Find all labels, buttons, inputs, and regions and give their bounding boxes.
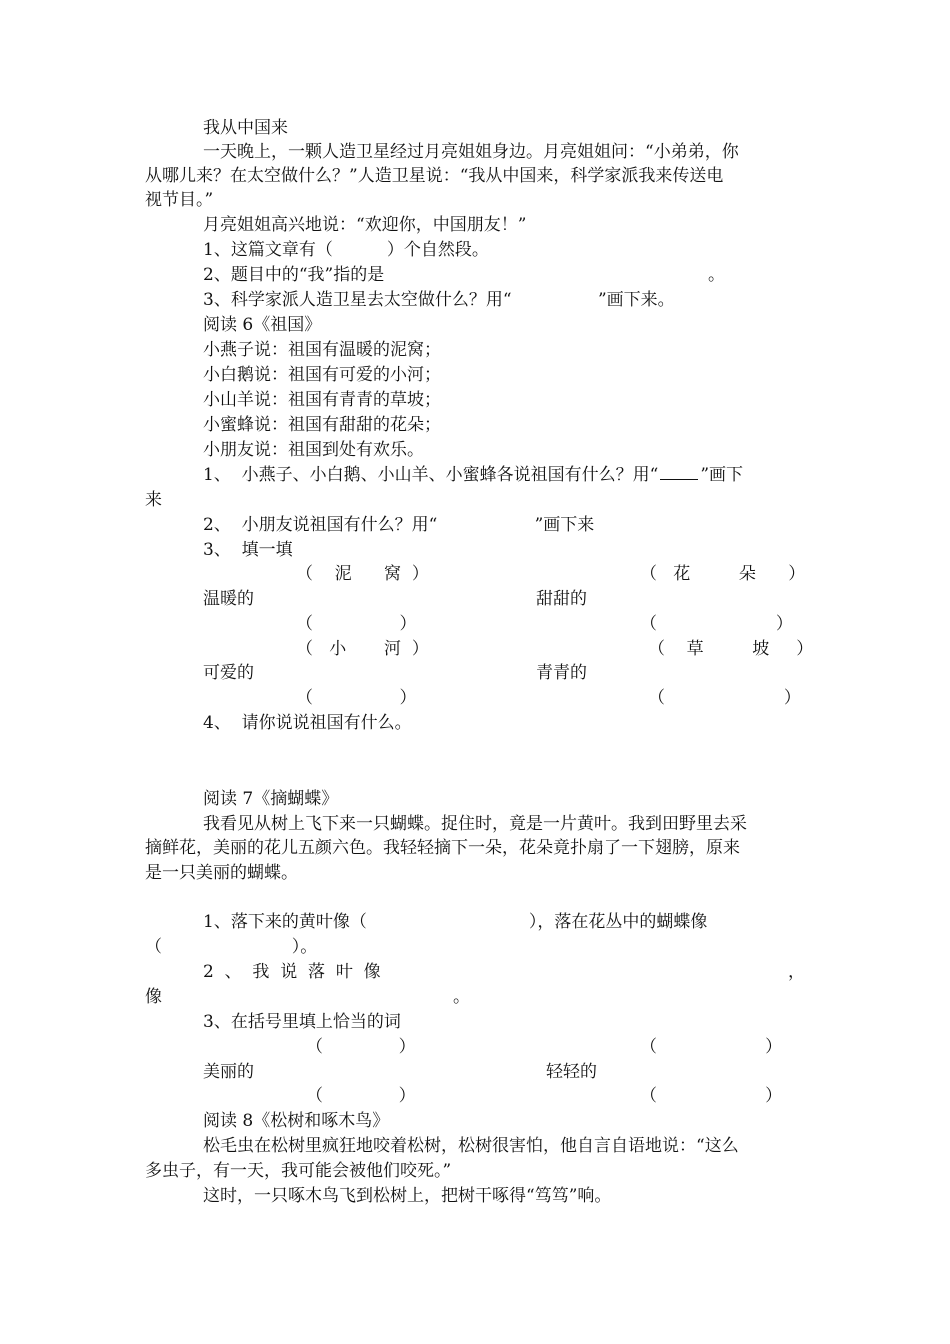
section3-question2-end: 。 (453, 987, 470, 1007)
fill-beautiful-top: （ ） (306, 1037, 416, 1057)
fill-sweet-top: （ 花 朵 ） (640, 564, 806, 584)
section1-title: 我从中国来 (203, 118, 288, 138)
section1-question3: 3、科学家派人造卫星去太空做什么？用“ ”画下来。 (203, 290, 675, 310)
poem-line-1: 小燕子说：祖国有温暖的泥窝； (203, 340, 441, 360)
poem-line-2: 小白鹅说：祖国有可爱的小河； (203, 365, 441, 385)
section3-question2: 2 、 我 说 落 叶 像 (203, 962, 381, 982)
section1-para1-line3: 视节目。” (145, 190, 214, 210)
poem-line-5: 小朋友说：祖国到处有欢乐。 (203, 440, 424, 460)
fill-sweet-label: 甜甜的 (536, 589, 587, 609)
section3-para-line1: 我看见从树上飞下来一只蝴蝶。捉住时，竟是一片黄叶。我到田野里去采 (203, 814, 747, 834)
section3-question2-comma: ， (788, 962, 805, 982)
section3-question3: 3、在括号里填上恰当的词 (203, 1012, 401, 1032)
section2-question1 (203, 463, 743, 487)
section4-para1-line1: 松毛虫在松树里疯狂地咬着松树，松树很害怕，他自言自语地说：“这么 (203, 1136, 739, 1156)
section4-para2: 这时，一只啄木鸟飞到松树上，把树干啄得“笃笃”响。 (203, 1186, 612, 1206)
section1-para2: 月亮姐姐高兴地说：“欢迎你，中国朋友！” (203, 215, 527, 235)
section2-title: 阅读 6《祖国》 (203, 315, 322, 335)
section1-question1: 1、这篇文章有（ ）个自然段。 (203, 240, 489, 260)
fill-green-bottom: （ ） (648, 688, 801, 708)
section3-para-line3: 是一只美丽的蝴蝶。 (145, 863, 298, 883)
section3-question1-wrap: （ ）。 (145, 937, 318, 957)
section2-question1-tail: ”画下 (700, 465, 744, 485)
poem-line-4: 小蜜蜂说：祖国有甜甜的花朵； (203, 415, 441, 435)
section3-para-line2: 摘鲜花，美丽的花儿五颜六色。我轻轻摘下一朵，花朵竟扑扇了一下翅膀，原来 (145, 838, 740, 858)
underline-sample (660, 465, 698, 480)
fill-gently-top: （ ） (640, 1037, 783, 1057)
section2-question1-text: 1、 小燕子、小白鹅、小山羊、小蜜蜂各说祖国有什么？用“ (203, 465, 659, 485)
fill-lovely-bottom: （ ） (296, 688, 417, 708)
fill-beautiful-label: 美丽的 (203, 1062, 254, 1082)
poem-line-3: 小山羊说：祖国有青青的草坡； (203, 390, 441, 410)
section3-question1: 1、落下来的黄叶像（ ），落在花丛中的蝴蝶像 (203, 912, 708, 932)
section4-para1-line2: 多虫子，有一天，我可能会被他们咬死。” (145, 1161, 452, 1181)
fill-lovely-top: （ 小 河 ） (296, 639, 429, 659)
fill-sweet-bottom: （ ） (640, 614, 793, 634)
section1-question2-end: 。 (708, 265, 725, 285)
fill-warm-bottom: （ ） (296, 614, 417, 634)
fill-warm-top: （ 泥 窝 ） (296, 564, 429, 584)
section2-question1-wrap: 来 (145, 490, 162, 510)
fill-green-label: 青青的 (536, 663, 587, 683)
section3-question2-wrap: 像 (145, 987, 162, 1007)
fill-lovely-label: 可爱的 (203, 663, 254, 683)
fill-gently-bottom: （ ） (640, 1086, 783, 1106)
section1-question2: 2、题目中的“我”指的是 (203, 265, 385, 285)
section2-question3: 3、 填一填 (203, 540, 293, 560)
section1-para1-line1: 一天晚上，一颗人造卫星经过月亮姐姐身边。月亮姐姐问：“小弟弟，你 (203, 142, 739, 162)
section3-title: 阅读 7《摘蝴蝶》 (203, 789, 339, 809)
fill-beautiful-bottom: （ ） (306, 1086, 416, 1106)
fill-green-top: （ 草 坡 ） (648, 639, 814, 659)
section2-question4: 4、 请你说说祖国有什么。 (203, 713, 412, 733)
section2-question2: 2、 小朋友说祖国有什么？用“ ”画下来 (203, 515, 595, 535)
fill-warm-label: 温暖的 (203, 589, 254, 609)
fill-gently-label: 轻轻的 (546, 1062, 597, 1082)
section4-title: 阅读 8《松树和啄木鸟》 (203, 1111, 390, 1131)
section1-para1-line2: 从哪儿来？在太空做什么？”人造卫星说：“我从中国来，科学家派我来传送电 (145, 166, 724, 186)
